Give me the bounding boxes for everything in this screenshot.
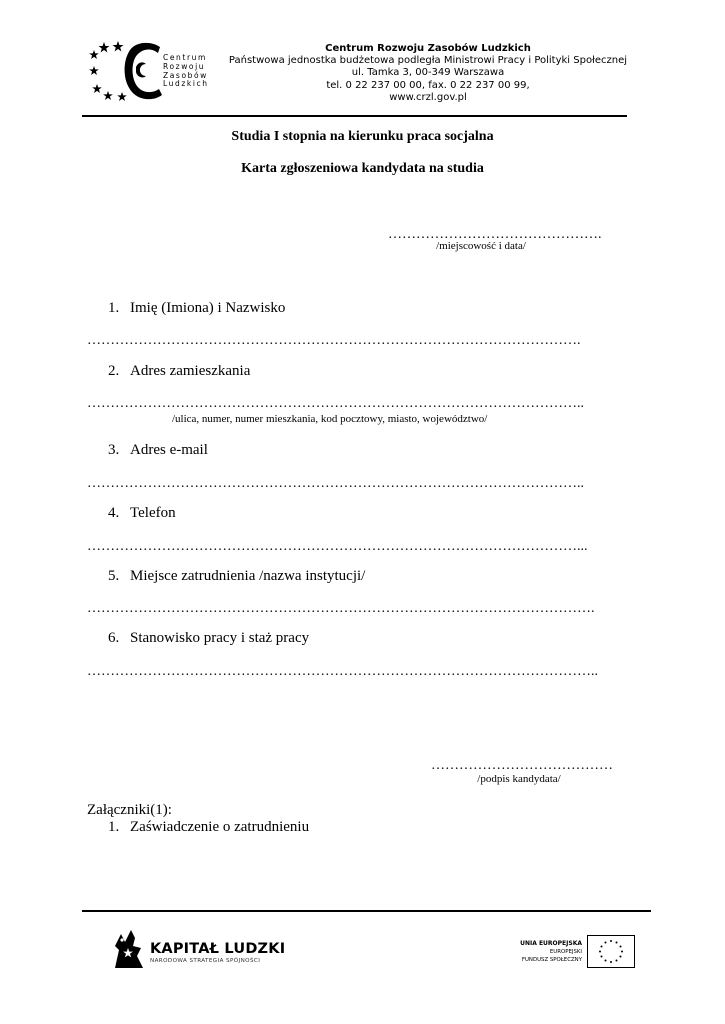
- field-label-position: 6. Stanowisko pracy i staż pracy: [108, 630, 310, 646]
- attachments-heading: Załączniki(1):: [87, 802, 172, 818]
- field-input-email[interactable]: ……………………………………………………………………………………………..: [87, 476, 584, 491]
- logo-wordmark: Centrum Rozwoju Zasobów Ludzkich: [163, 53, 209, 89]
- kapital-ludzki-subtitle: NARODOWA STRATEGIA SPÓJNOŚCI: [150, 958, 261, 964]
- field-input-workplace[interactable]: ……………………………………………………………………………………………….: [87, 601, 595, 616]
- field-input-phone[interactable]: ……………………………………………………………………………………………...: [87, 539, 588, 554]
- org-description: Państwowa jednostka budżetowa podległa Ministrowi Pracy i Polityki Społecznej: [228, 55, 628, 67]
- footer-divider: [82, 910, 651, 912]
- organization-info: [228, 43, 628, 104]
- field-caption-address: /ulica, numer, numer mieszkania, kod pocztowy, miasto, województwo/: [172, 413, 488, 425]
- field-label-workplace: 5. Miejsce zatrudnienia /nazwa instytucji/: [108, 568, 366, 584]
- org-address: ul. Tamka 3, 00-349 Warszawa: [351, 67, 505, 79]
- place-date-field[interactable]: ……………………………………….: [388, 227, 602, 242]
- field-label-address: 2. Adres zamieszkania: [108, 363, 251, 379]
- eu-flag-icon: [587, 935, 635, 968]
- attachment-item: 1. Zaświadczenie o zatrudnieniu: [108, 819, 310, 835]
- field-input-address[interactable]: ……………………………………………………………………………………………..: [87, 396, 584, 411]
- org-phone: tel. 0 22 237 00 00, fax. 0 22 237 00 99,: [326, 79, 530, 91]
- header-divider: [82, 115, 627, 117]
- field-input-position[interactable]: ………………………………………………………………………………………………..: [87, 664, 598, 679]
- signature-caption: /podpis kandydata/: [477, 773, 561, 785]
- page-title: Studia I stopnia na kierunku praca socjalna: [231, 129, 494, 144]
- org-name: Centrum Rozwoju Zasobów Ludzkich: [325, 43, 531, 54]
- kapital-ludzki-logo: [113, 928, 145, 970]
- eu-fund-text: UNIA EUROPEJSKA EUROPEJSKI FUNDUSZ SPOŁECZNY: [520, 940, 582, 963]
- kapital-ludzki-name: KAPITAŁ LUDZKI: [150, 941, 286, 957]
- field-label-email: 3. Adres e-mail: [108, 442, 208, 458]
- page-subtitle: Karta zgłoszeniowa kandydata na studia: [241, 161, 484, 176]
- signature-field[interactable]: …………………………………: [431, 758, 613, 773]
- place-date-caption: /miejscowość i data/: [436, 240, 526, 252]
- field-input-name[interactable]: …………………………………………………………………………………………….: [87, 333, 581, 348]
- org-website: www.crzl.gov.pl: [389, 91, 467, 103]
- field-label-name: 1. Imię (Imiona) i Nazwisko: [108, 300, 286, 316]
- field-label-phone: 4. Telefon: [108, 505, 176, 521]
